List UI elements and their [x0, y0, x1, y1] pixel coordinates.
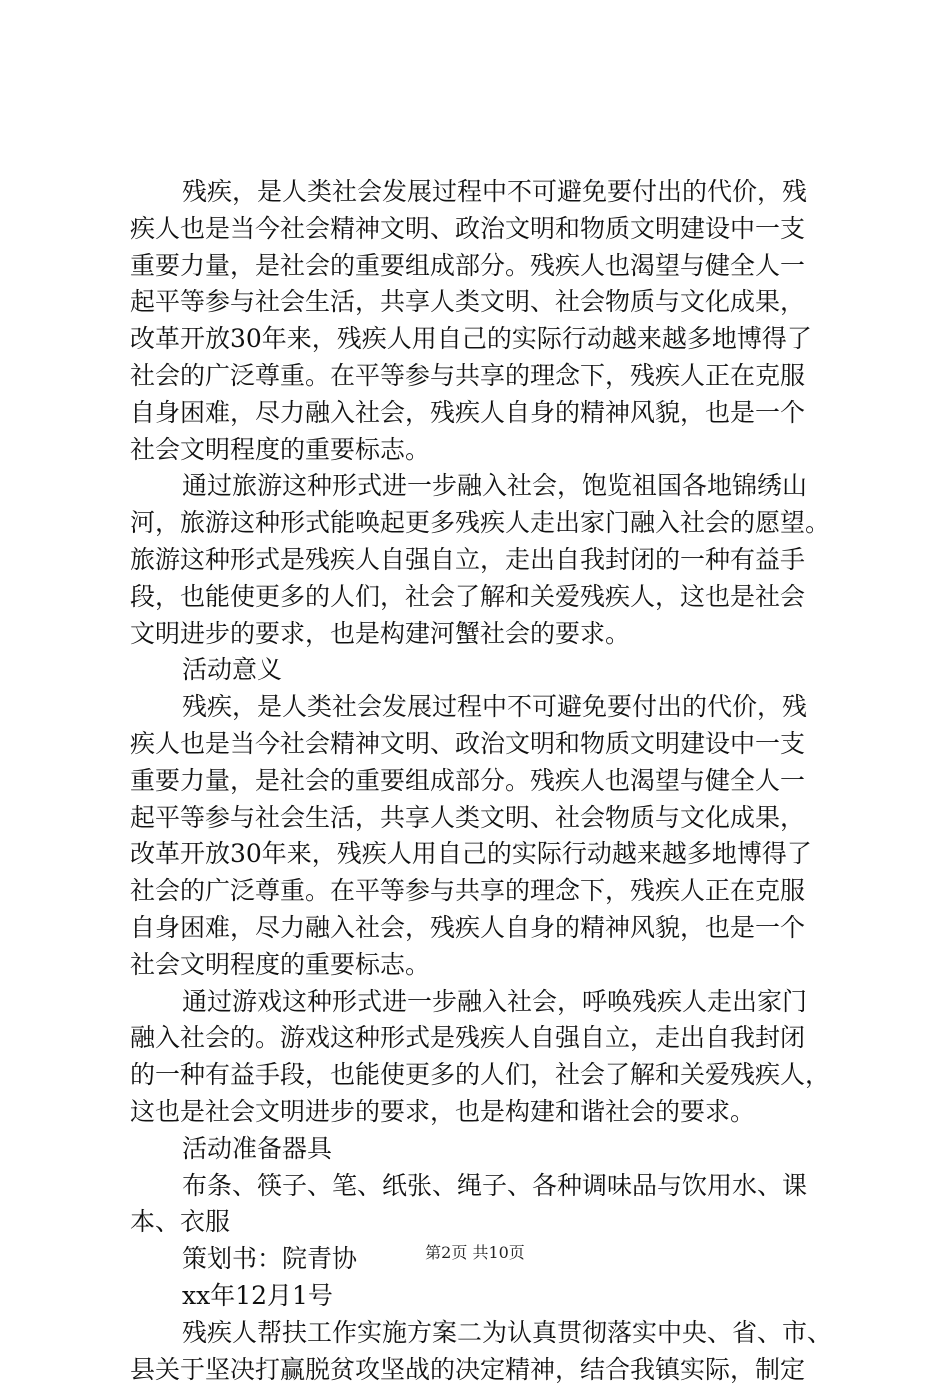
text-line: 活动准备器具 — [130, 1131, 850, 1168]
text-line: 布条、筷子、笔、纸张、绳子、各种调味品与饮用水、课 — [130, 1168, 850, 1205]
text-line: 这也是社会文明进步的要求，也是构建和谐社会的要求。 — [130, 1094, 850, 1131]
text-line: 活动意义 — [130, 652, 850, 689]
text-line: 重要力量，是社会的重要组成部分。残疾人也渴望与健全人一 — [130, 248, 850, 285]
text-line: 融入社会的。游戏这种形式是残疾人自强自立，走出自我封闭 — [130, 1020, 850, 1057]
text-line: 改革开放30年来，残疾人用自己的实际行动越来越多地博得了 — [130, 836, 850, 873]
text-line: 社会文明程度的重要标志。 — [130, 432, 850, 469]
text-line: 旅游这种形式是残疾人自强自立，走出自我封闭的一种有益手 — [130, 542, 850, 579]
text-line: 河，旅游这种形式能唤起更多残疾人走出家门融入社会的愿望。 — [130, 505, 850, 542]
text-line: 残疾，是人类社会发展过程中不可避免要付出的代价，残 — [130, 174, 850, 211]
text-line: 社会文明程度的重要标志。 — [130, 947, 850, 984]
text-line: xx年12月1号 — [130, 1278, 850, 1315]
text-line: 的一种有益手段，也能使更多的人们，社会了解和关爱残疾人， — [130, 1057, 850, 1094]
document-body — [130, 174, 850, 1388]
text-line: 文明进步的要求，也是构建河蟹社会的要求。 — [130, 616, 850, 653]
text-line: 起平等参与社会生活，共享人类文明、社会物质与文化成果， — [130, 284, 850, 321]
text-line: 疾人也是当今社会精神文明、政治文明和物质文明建设中一支 — [130, 726, 850, 763]
text-line: 段，也能使更多的人们，社会了解和关爱残疾人，这也是社会 — [130, 579, 850, 616]
text-line: 社会的广泛尊重。在平等参与共享的理念下，残疾人正在克服 — [130, 358, 850, 395]
text-line: 社会的广泛尊重。在平等参与共享的理念下，残疾人正在克服 — [130, 873, 850, 910]
text-line: 县关于坚决打赢脱贫攻坚战的决定精神，结合我镇实际，制定 — [130, 1352, 850, 1388]
text-line: 重要力量，是社会的重要组成部分。残疾人也渴望与健全人一 — [130, 763, 850, 800]
page-footer: 第2页 共10页 — [0, 1243, 950, 1263]
text-line: 改革开放30年来，残疾人用自己的实际行动越来越多地博得了 — [130, 321, 850, 358]
text-line: 通过游戏这种形式进一步融入社会，呼唤残疾人走出家门 — [130, 984, 850, 1021]
text-line: 通过旅游这种形式进一步融入社会，饱览祖国各地锦绣山 — [130, 468, 850, 505]
text-line: 疾人也是当今社会精神文明、政治文明和物质文明建设中一支 — [130, 211, 850, 248]
text-line: 自身困难，尽力融入社会，残疾人自身的精神风貌，也是一个 — [130, 395, 850, 432]
text-line: 起平等参与社会生活，共享人类文明、社会物质与文化成果， — [130, 800, 850, 837]
text-line: 本、衣服 — [130, 1204, 850, 1241]
text-line: 残疾人帮扶工作实施方案二为认真贯彻落实中央、省、市、 — [130, 1315, 850, 1352]
text-line: 残疾，是人类社会发展过程中不可避免要付出的代价，残 — [130, 689, 850, 726]
text-line: 策划书：院青协 — [130, 1241, 850, 1278]
text-line: 自身困难，尽力融入社会，残疾人自身的精神风貌，也是一个 — [130, 910, 850, 947]
